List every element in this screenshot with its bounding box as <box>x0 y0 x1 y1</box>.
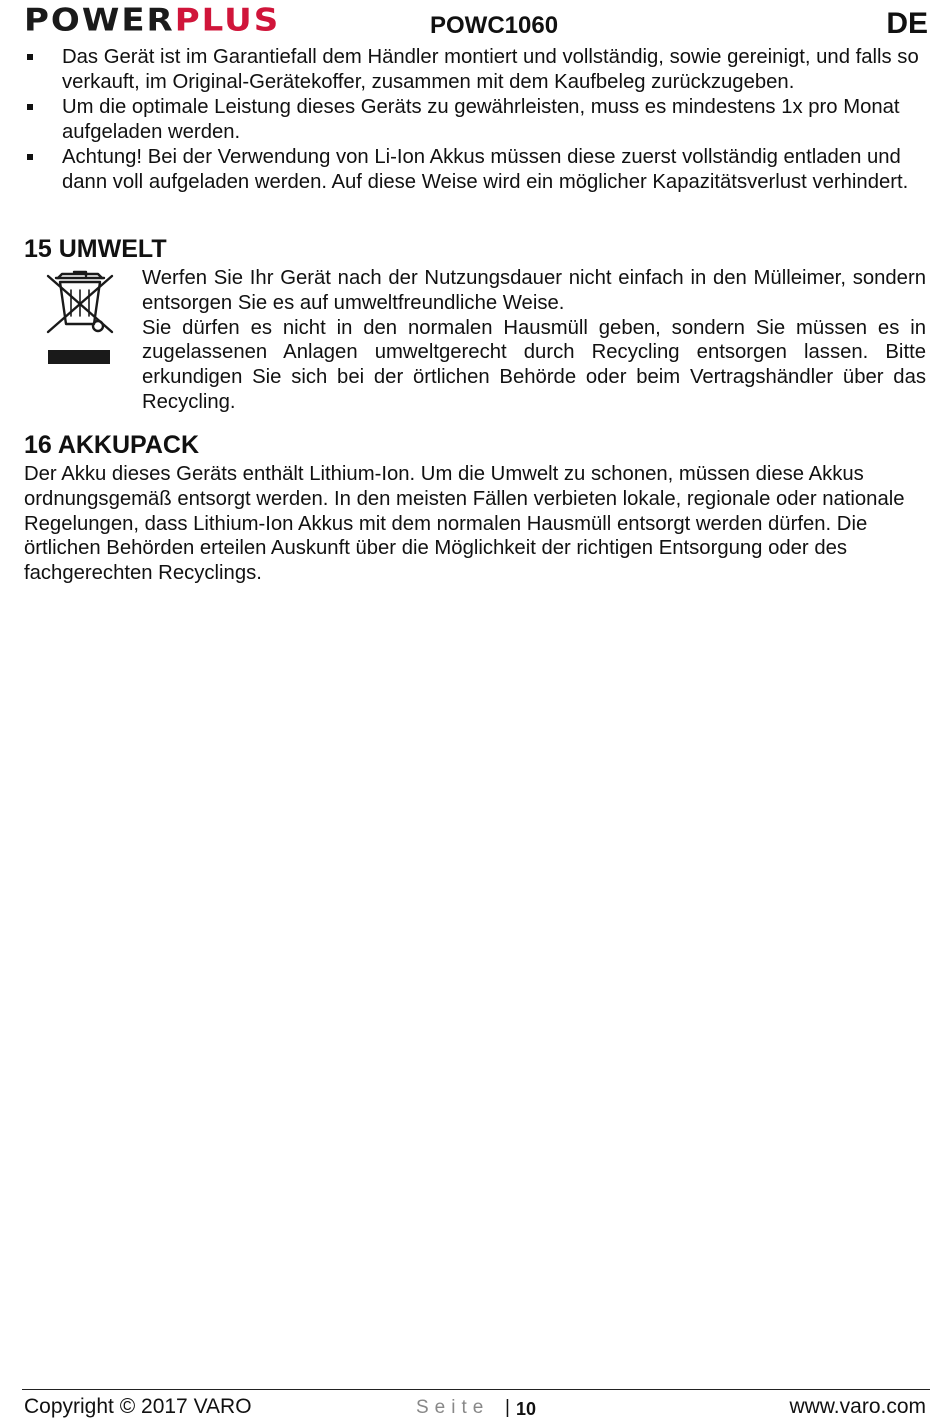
language-code: DE <box>886 7 928 40</box>
footer-copyright: Copyright © 2017 VARO <box>24 1395 252 1418</box>
footer-seite-label: Seite <box>416 1397 490 1418</box>
footer-separator: | <box>505 1397 510 1418</box>
umwelt-paragraph: Sie dürfen es nicht in den normalen Hausmüll geben, sondern Sie müssen es in zugelassenen Anlagen umweltgerecht durch Recycling entsorgen lassen. Bitte erkundigen Sie sich bei der örtlichen Behörde oder beim Vertragshändler über das Recycling. <box>142 316 926 413</box>
umwelt-paragraph: Werfen Sie Ihr Gerät nach der Nutzungsdauer nicht einfach in den Mülleimer, sondern entsorgen Sie es auf umweltfreundliche Weise. <box>142 267 926 314</box>
akkupack-paragraph: Der Akku dieses Geräts enthält Lithium-Ion. Um die Umwelt zu schonen, müssen diese Akkus ordnungsgemäß entsorgt werden. In den meisten Fällen verbieten lokale, regionale oder nationale Regelungen, dass Lithium-Ion Akkus mit dem normalen Hausmüll entsorgt werden dürfen. Die örtlichen Behörden erteilen Auskunft über die Möglichkeit der richtigen Entsorgung oder des fachgerechten Recyclings. <box>24 463 905 585</box>
footer-page-number: 10 <box>516 1399 537 1419</box>
footer-website: www.varo.com <box>789 1395 926 1418</box>
section-heading-akkupack: 16 AKKUPACK <box>24 431 200 459</box>
umwelt-text <box>142 266 926 415</box>
powerplus-logo <box>24 4 280 37</box>
model-number: POWC1060 <box>430 12 559 39</box>
warranty-bullet-list <box>24 45 930 195</box>
section-heading-umwelt: 15 UMWELT <box>24 235 167 263</box>
logo-power-text: POWER <box>24 2 175 39</box>
bullet-item: Um die optimale Leistung dieses Geräts zu gewährleisten, muss es mindestens 1x pro Monat aufgeladen werden. <box>24 95 930 145</box>
crossed-out-wheelie-bin-icon <box>38 266 122 370</box>
bullet-item: Achtung! Bei der Verwendung von Li-Ion Akkus müssen diese zuerst vollständig entladen und dann voll aufgeladen werden. Auf diese Weise wird ein möglicher Kapazitätsverlust verhindert. <box>24 145 930 195</box>
footer-divider <box>22 1389 930 1390</box>
bullet-item: Das Gerät ist im Garantiefall dem Händler montiert und vollständig, sowie gereinigt, und falls so verkauft, im Original-Gerätekoffer, zusammen mit dem Kaufbeleg zurückzugeben. <box>24 45 930 95</box>
logo-plus-text: PLUS <box>174 2 281 39</box>
